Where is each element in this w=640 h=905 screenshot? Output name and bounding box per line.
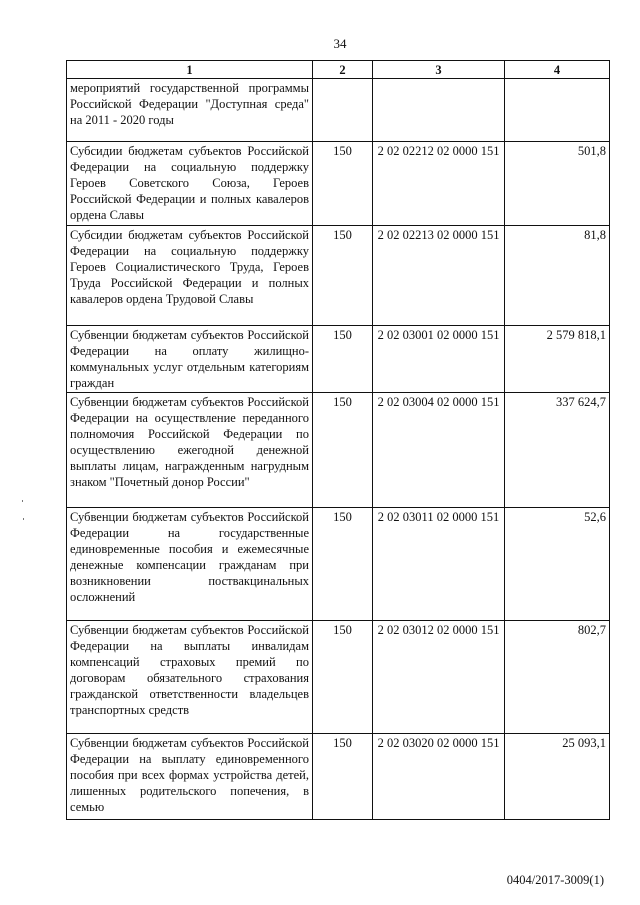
column-header-name: 1: [67, 61, 313, 79]
table-row: [67, 226, 610, 326]
column-header-code: 3: [373, 61, 505, 79]
row-name: Субсидии бюджетам субъектов Российской Федерации на социальную поддержку Героев Социалистического Труда, Героев Труда Российской Федерации и полных кавалеров ордена Трудовой Славы: [67, 226, 313, 326]
row-amount: 81,8: [505, 226, 610, 326]
row-budget-code: 2 02 02213 02 0000 151: [373, 226, 505, 326]
row-budget-code: 2 02 03012 02 0000 151: [373, 621, 505, 734]
row-name: Субвенции бюджетам субъектов Российской Федерации на выплаты инвалидам компенсаций страховых премий по договорам обязательного страхования гражданской ответственности владельцев транспортных средств: [67, 621, 313, 734]
scan-margin-mark: [23, 518, 24, 520]
budget-revenue-table: [66, 60, 610, 820]
row-name: мероприятий государственной программы Российской Федерации "Доступная среда" на 2011 - 2020 годы: [67, 79, 313, 142]
document-code: 0404/2017-3009(1): [506, 873, 604, 887]
row-budget-code: 2 02 03020 02 0000 151: [373, 734, 505, 820]
row-admin-code: 150: [313, 393, 373, 508]
row-amount: [505, 79, 610, 142]
row-name: Субсидии бюджетам субъектов Российской Федерации на социальную поддержку Героев Советского Союза, Героев Российской Федерации и полных кавалеров ордена Славы: [67, 142, 313, 226]
page-number: 34: [333, 36, 347, 51]
row-budget-code: [373, 79, 505, 142]
row-budget-code: 2 02 03004 02 0000 151: [373, 393, 505, 508]
row-amount: 501,8: [505, 142, 610, 226]
table-row: [67, 142, 610, 226]
row-budget-code: 2 02 03011 02 0000 151: [373, 508, 505, 621]
row-amount: 802,7: [505, 621, 610, 734]
row-admin-code: 150: [313, 226, 373, 326]
row-admin-code: 150: [313, 734, 373, 820]
row-name: Субвенции бюджетам субъектов Российской Федерации на оплату жилищно-коммунальных услуг отдельным категориям граждан: [67, 326, 313, 393]
row-amount: 52,6: [505, 508, 610, 621]
table-row: [67, 508, 610, 621]
row-amount: 25 093,1: [505, 734, 610, 820]
row-admin-code: 150: [313, 142, 373, 226]
row-admin-code: 150: [313, 508, 373, 621]
row-amount: 337 624,7: [505, 393, 610, 508]
row-admin-code: 150: [313, 621, 373, 734]
row-budget-code: 2 02 02212 02 0000 151: [373, 142, 505, 226]
scan-margin-mark: [22, 500, 23, 502]
row-name: Субвенции бюджетам субъектов Российской Федерации на выплату единовременного пособия при всех формах устройства детей, лишенных родительского попечения, в семью: [67, 734, 313, 820]
table-row: [67, 621, 610, 734]
row-budget-code: 2 02 03001 02 0000 151: [373, 326, 505, 393]
row-admin-code: [313, 79, 373, 142]
column-header-amount: 4: [505, 61, 610, 79]
row-admin-code: 150: [313, 326, 373, 393]
table-row: [67, 79, 610, 142]
table-row: [67, 393, 610, 508]
row-amount: 2 579 818,1: [505, 326, 610, 393]
table-row: [67, 326, 610, 393]
row-name: Субвенции бюджетам субъектов Российской Федерации на государственные единовременные пособия и ежемесячные денежные компенсации гражданам при возникновении поствакцинальных осложнений: [67, 508, 313, 621]
row-name: Субвенции бюджетам субъектов Российской Федерации на осуществление переданного полномочия Российской Федерации по осуществлению ежегодной денежной выплаты лицам, награжденным нагрудным знаком "Почетный донор России": [67, 393, 313, 508]
column-header-admin: 2: [313, 61, 373, 79]
table-row: [67, 734, 610, 820]
table-header-row: [67, 61, 610, 79]
